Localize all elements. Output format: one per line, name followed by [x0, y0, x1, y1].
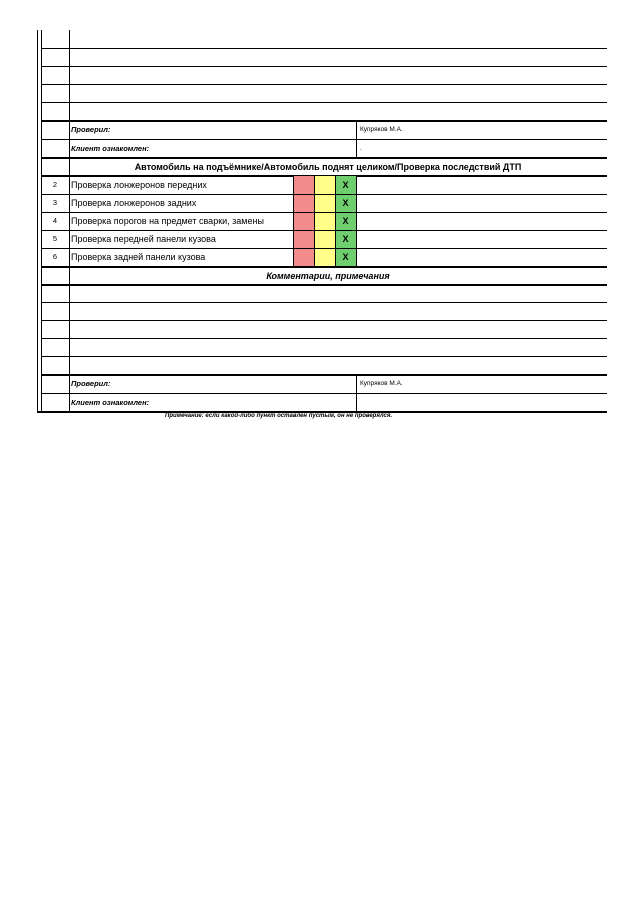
upper-checked-label: Проверил: [71, 125, 111, 134]
item-label: Проверка лонжеронов задних [71, 198, 197, 208]
cell-divider [293, 212, 294, 230]
comments-title: Комментарии, примечания [266, 271, 390, 281]
item-label: Проверка передней панели кузова [71, 234, 216, 244]
item-label: Проверка задней панели кузова [71, 252, 206, 262]
status-yellow-cell[interactable] [314, 212, 335, 230]
cell-divider [356, 176, 357, 194]
cell-divider [293, 248, 294, 266]
item-number: 3 [52, 198, 58, 207]
status-red-cell[interactable] [293, 248, 314, 266]
cell-divider [314, 194, 315, 212]
footnote: Примечание: если какой-либо пункт оставлен пустым, он не проверялся. [165, 413, 393, 419]
upper-checked-value: Купряков М.А. [360, 126, 403, 133]
status-yellow-cell[interactable] [314, 230, 335, 248]
item-number: 6 [52, 252, 58, 261]
cell-divider [293, 230, 294, 248]
row-divider [41, 194, 607, 195]
lower-client-label: Клиент ознакомлен: [71, 398, 150, 407]
status-mark: X [342, 180, 349, 190]
lower-checked-value: Купряков М.А. [360, 380, 403, 387]
cell-divider [335, 176, 336, 194]
item-label: Проверка лонжеронов передних [71, 180, 207, 190]
lower-checked-label: Проверил: [71, 379, 111, 388]
cell-divider [335, 230, 336, 248]
status-yellow-cell[interactable] [314, 176, 335, 194]
cell-divider [335, 194, 336, 212]
status-red-cell[interactable] [293, 212, 314, 230]
status-red-cell[interactable] [293, 194, 314, 212]
item-label: Проверка порогов на предмет сварки, замены [71, 216, 264, 226]
row-divider [41, 230, 607, 231]
cell-divider [314, 230, 315, 248]
status-red-cell[interactable] [293, 230, 314, 248]
cell-divider [356, 230, 357, 248]
item-number: 4 [52, 216, 58, 225]
cell-divider [356, 248, 357, 266]
status-red-cell[interactable] [293, 176, 314, 194]
row-divider [41, 248, 607, 249]
status-mark: X [342, 216, 349, 226]
cell-divider [314, 212, 315, 230]
cell-divider [293, 194, 294, 212]
row-divider [41, 212, 607, 213]
cell-divider [293, 176, 294, 194]
cell-divider [314, 176, 315, 194]
section-title: Автомобиль на подъёмнике/Автомобиль поднят целиком/Проверка последствий ДТП [134, 162, 522, 172]
item-number: 2 [52, 180, 58, 189]
cell-divider [356, 194, 357, 212]
status-mark: X [342, 198, 349, 208]
number-column-line [69, 30, 70, 412]
cell-divider [314, 248, 315, 266]
left-border [37, 30, 38, 412]
cell-divider [335, 212, 336, 230]
status-yellow-cell[interactable] [314, 248, 335, 266]
upper-client-label: Клиент ознакомлен: [71, 144, 150, 153]
status-mark: X [342, 234, 349, 244]
item-number: 5 [52, 234, 58, 243]
status-yellow-cell[interactable] [314, 194, 335, 212]
cell-divider [356, 212, 357, 230]
upper-client-value: . [360, 145, 362, 152]
status-mark: X [342, 252, 349, 262]
cell-divider [335, 248, 336, 266]
